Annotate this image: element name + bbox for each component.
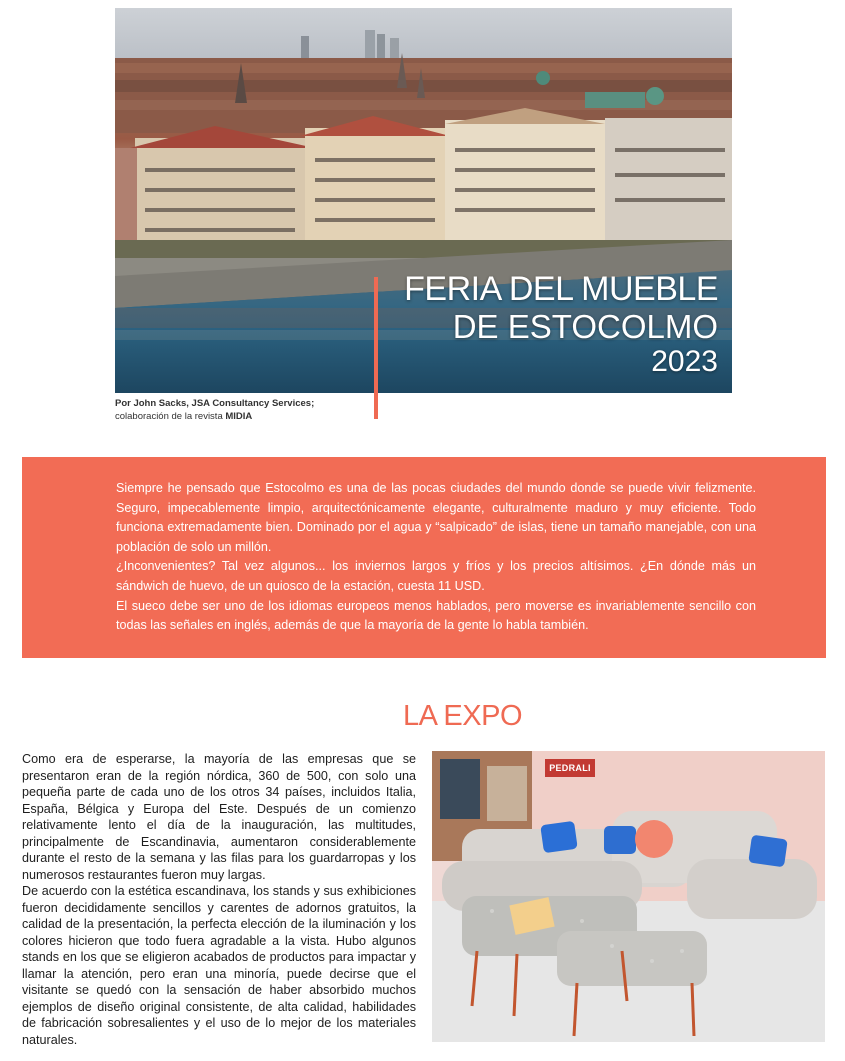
- hero-image: [115, 8, 732, 393]
- section-heading: LA EXPO: [402, 700, 522, 732]
- byline-author: Por John Sacks, JSA Consultancy Services;: [115, 398, 315, 409]
- byline-collab: [115, 411, 252, 422]
- intro-paragraph: El sueco debe ser uno de los idiomas europeos menos hablados, pero moverse es invariablemente sencillo con todas las señales en inglés, además de que la mayoría de la gente lo habla también.: [116, 598, 756, 633]
- byline: [115, 397, 375, 423]
- byline-collab-text: colaboración de la revista: [115, 411, 226, 422]
- title-year: 2023: [651, 345, 718, 379]
- intro-paragraph: Siempre he pensado que Estocolmo es una de las pocas ciudades del mundo donde se puede vivir felizmente. Seguro, impecablemente limpio, arquitectónicamente elegante, culturalmente maduro y muy eficiente. Todo funciona extremadamente bien. Dominado por el agua y “salpicado” de islas, tiene un tamaño manejable, con una población de solo un millón.: [116, 481, 756, 554]
- expo-photo: [432, 751, 825, 1042]
- title-line-1: FERIA DEL MUEBLE: [404, 270, 718, 308]
- body-paragraph: De acuerdo con la estética escandinava, los stands y sus exhibiciones fueron decididamente sencillos y carentes de adornos gratuitos, la calidad de la presentación, la perfecta elección de la iluminación y los colores hicieron que todo fuera agradable a la vista. Hubo algunos stands en los que se eligieron acabados de productos para impactar y llamar la atención, pero eran una minoría, puede decirse que el visitante se quedó con la sensación de haber absorbido muchos ejemplos de diseño original consistente, de alta calidad, habilidades de fabricación sobresalientes y el uso de lo mejor de los materiales naturales.: [22, 884, 416, 1047]
- section-body: [22, 751, 416, 1048]
- intro-text: [116, 479, 756, 636]
- brand-sign: PEDRALI: [545, 759, 595, 777]
- intro-paragraph: ¿Inconvenientes? Tal vez algunos... los inviernos largos y fríos y los precios altísimos. ¿En dónde más un sándwich de huevo, de un quiosco de la estación, cuesta 11 USD.: [116, 559, 756, 593]
- sofa-stand-illustration: [432, 751, 825, 1042]
- body-paragraph: Como era de esperarse, la mayoría de las empresas que se presentaron eran de la región nórdica, 360 de 500, con solo una pequeña parte de cada uno de los otros 34 países, incluidos Italia, España, Bélgica y Europa del Este. Después de un comienzo relativamente lento el día de la inauguración, las multitudes, principalmente de Escandinavia, aumentaron considerablemente durante el resto de la semana y las filas para los guardarropas y los numerosos restaurantes fueron muy largas.: [22, 752, 416, 882]
- intro-box: [22, 457, 826, 658]
- title-line-2: DE ESTOCOLMO: [452, 307, 718, 345]
- article-title: [404, 272, 718, 378]
- byline-magazine: MIDIA: [225, 411, 253, 422]
